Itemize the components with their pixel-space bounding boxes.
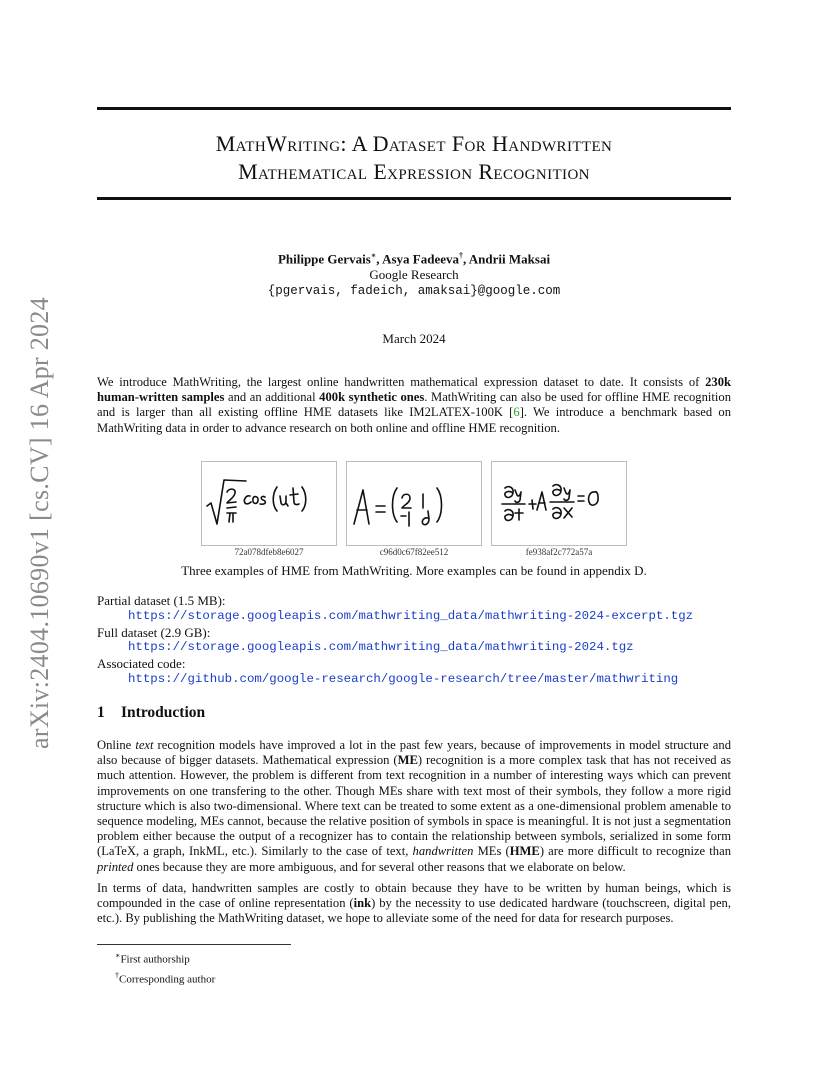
partial-dataset-link[interactable]: https://storage.googleapis.com/mathwriting_data/mathwriting-2024-excerpt.tgz — [128, 608, 694, 623]
intro-bold: ink — [353, 896, 372, 911]
abstract-bold-2: 400k synthetic ones — [319, 390, 425, 405]
hme-sample-1-ink — [202, 462, 336, 545]
author-2-mark: † — [459, 251, 463, 260]
footnote-rule — [97, 944, 291, 945]
full-dataset-link[interactable]: https://storage.googleapis.com/mathwriting_data/mathwriting-2024.tgz — [128, 640, 634, 655]
intro-paragraph-2 — [97, 881, 731, 927]
abstract-text: and an additional — [224, 390, 320, 405]
intro-text: ) recognition is a more complex task that has not received as much attention. However, the problem is different from text recognition in a number of interesting ways which can prevent improvements on one transfering to the other. Though MEs share with text most of their symbols, they follow a more rigid structure which is also two-dimensional. Where text can be treated to some extent as a one-dimensional problem amenable to sequence modeling, MEs cannot, because the relative position of symbols in space is meaningful. It is not just a segmentation problem either because the output of a recognizer has to contain the relationship between symbols, serialized in some form (LaTeX, a graph, InkML, etc.). Similarly to the case of text, — [97, 753, 731, 859]
dataset-links — [97, 593, 693, 688]
figure-caption: Three examples of HME from MathWriting. More examples can be found in appendix D. — [181, 563, 647, 578]
abstract-text: ]. We introduce a benchmark based on MathWriting data in order to advance research on both online and offline HME recognition. — [97, 405, 731, 435]
author-block — [97, 248, 731, 299]
full-dataset-label: Full dataset (2.9 GB): — [97, 624, 211, 640]
author-1: Philippe Gervais — [277, 251, 371, 267]
title-bottom-rule — [97, 197, 731, 200]
hme-sample-3-ink — [492, 462, 626, 545]
code-label: Associated code: — [97, 656, 186, 672]
arxiv-stamp — [20, 285, 60, 760]
hme-sample-2-ink — [347, 462, 481, 545]
footnote-1 — [115, 948, 215, 968]
code-link[interactable]: https://github.com/google-research/google-research/tree/master/mathwriting — [128, 671, 679, 686]
author-3: Andrii Maksai — [468, 251, 551, 267]
intro-paragraph-1 — [97, 738, 731, 875]
title-line-1: MathWriting: A Dataset For Handwritten — [215, 131, 613, 156]
section-number: 1 — [97, 704, 105, 721]
author-1-mark: ∗ — [370, 251, 377, 260]
citation-link[interactable]: 6 — [513, 405, 520, 420]
affiliation: Google Research — [369, 267, 459, 283]
intro-italic: text — [135, 738, 154, 752]
partial-dataset-label: Partial dataset (1.5 MB): — [97, 593, 226, 608]
intro-text: ones because they are more ambiguous, and for several other reasons that we elaborate on below. — [133, 859, 626, 874]
section-heading-introduction — [97, 704, 205, 722]
intro-italic: printed — [97, 859, 134, 874]
hme-sample-2-id: c96d0c67f82ee512 — [379, 547, 449, 557]
introduction-body — [97, 738, 731, 932]
intro-text: MEs ( — [473, 844, 510, 859]
author-emails: {pgervais, fadeich, amaksai}@google.com — [267, 284, 561, 299]
intro-text: In terms of data, handwritten samples are costly to obtain because they have to be written by human beings, which is compounded in the case of online representation ( — [97, 880, 731, 911]
title-top-rule — [97, 107, 731, 110]
hme-sample-3-id: fe938af2c772a57a — [525, 547, 593, 557]
intro-text: Online — [97, 738, 136, 752]
footnote-1-mark: ∗ — [115, 951, 121, 960]
abstract — [97, 375, 731, 436]
intro-text: ) by the necessity to use dedicated hardware (touchscreen, digital pen, etc.). By publishing the MathWriting dataset, we hope to alleviate some of the need for data for research purposes. — [97, 896, 731, 926]
abstract-bold-1: 230k human-written samples — [97, 375, 731, 405]
footnotes — [115, 948, 215, 987]
footnote-2-mark: † — [115, 970, 119, 980]
intro-bold: ME — [397, 753, 418, 768]
author-names: Philippe Gervais∗, Asya Fadeeva†, Andrii Maksai — [277, 251, 551, 267]
hme-sample-1 — [201, 461, 337, 546]
footnote-2 — [115, 968, 215, 988]
title-line-2: Mathematical Expression Recognition — [238, 159, 590, 184]
hme-sample-1-id: 72a078dfeb8e6027 — [234, 547, 304, 557]
paper-title — [97, 130, 731, 186]
intro-text: recognition models have improved a lot in the past few years, because of improvements in model structure and also because of bigger datasets. Mathematical expression ( — [97, 738, 731, 768]
hme-sample-2 — [346, 461, 482, 546]
abstract-text: . MathWriting can also be used for offline HME recognition and is larger than all existing offline HME datasets like IM2LATEX-100K [ — [97, 390, 731, 420]
paper-date: March 2024 — [382, 331, 446, 346]
arxiv-stamp-text: arXiv:2404.10690v1 [cs.CV] 16 Apr 2024 — [25, 296, 54, 749]
author-2: Asya Fadeeva — [382, 251, 459, 267]
intro-italic: handwritten — [412, 844, 474, 859]
footnote-1-text: First authorship — [120, 953, 190, 966]
footnote-2-text: Corresponding author — [119, 973, 216, 986]
intro-text: ) are more difficult to recognize than — [539, 844, 731, 859]
hme-sample-3 — [491, 461, 627, 546]
abstract-text: We introduce MathWriting, the largest online handwritten mathematical expression dataset to date. It consists of — [97, 375, 706, 389]
section-title: Introduction — [121, 704, 206, 721]
intro-bold: HME — [509, 844, 540, 859]
